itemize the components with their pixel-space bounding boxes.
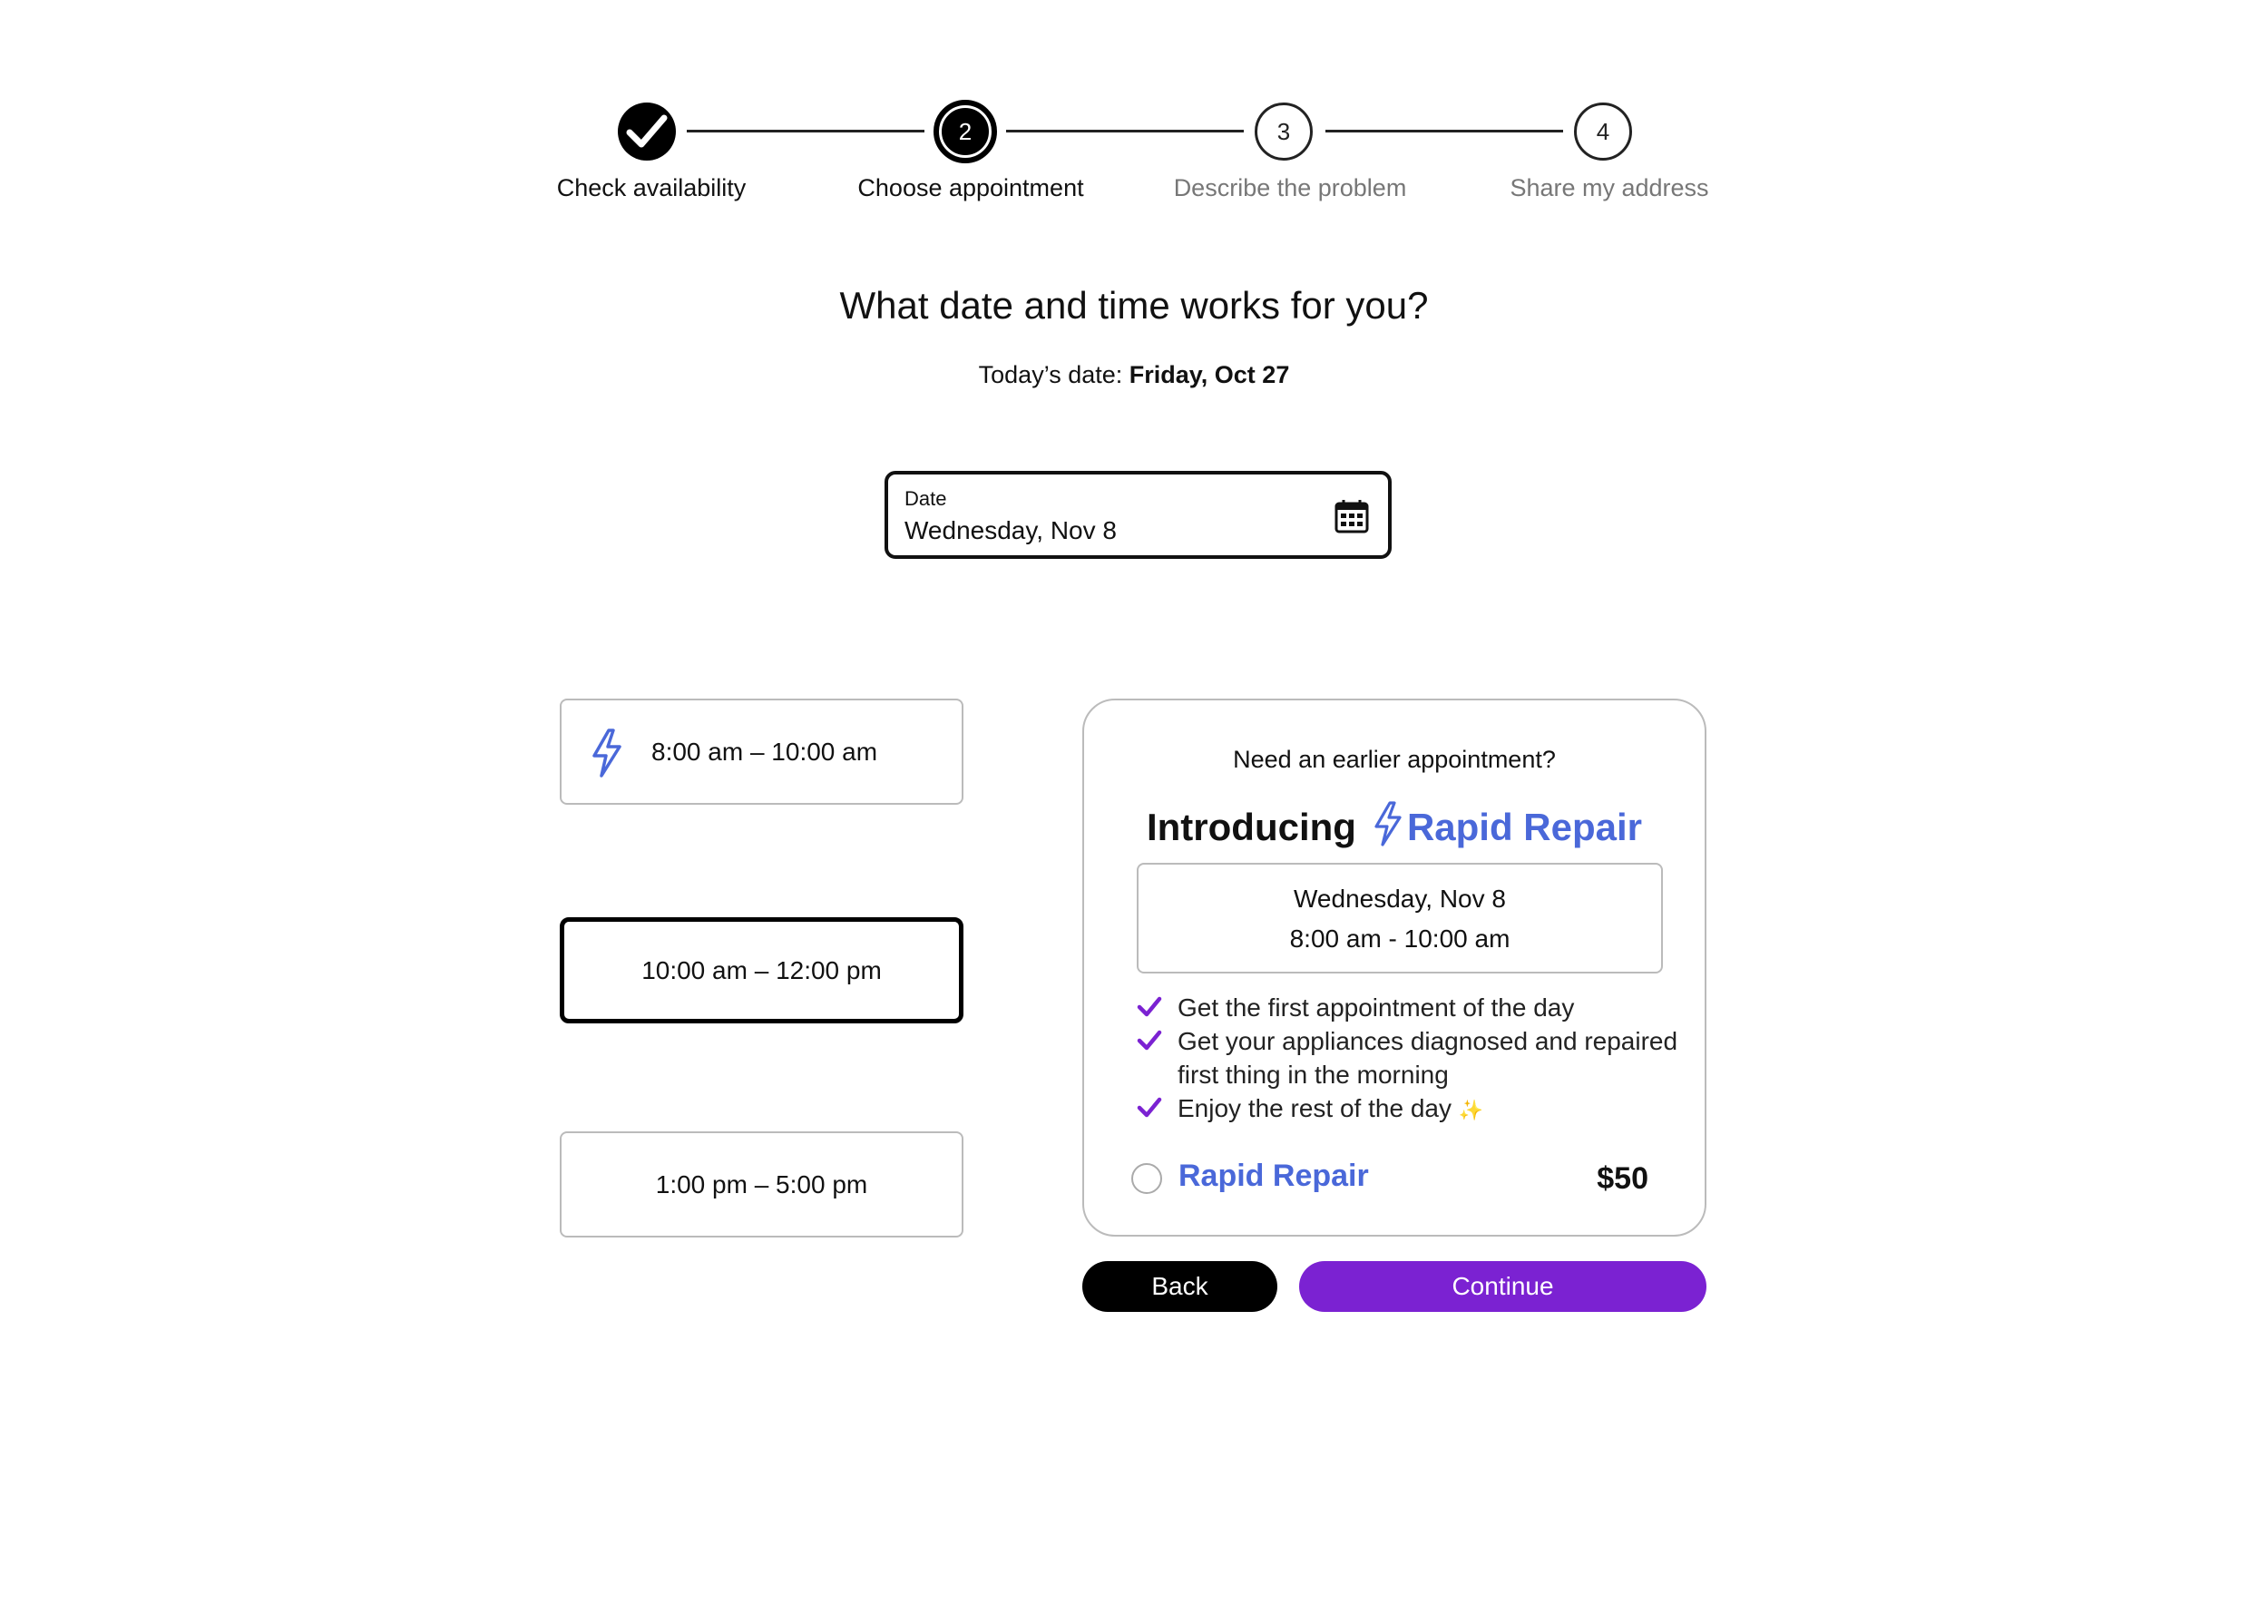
- promo-question: Need an earlier appointment?: [1233, 746, 1556, 773]
- step-label-choose-appointment: Choose appointment: [857, 174, 1084, 201]
- benefit-item: [1137, 1024, 1690, 1091]
- step-connector: [687, 130, 924, 132]
- benefit-item: [1137, 1091, 1690, 1127]
- promo-slot-time: 8:00 am - 10:00 am: [1289, 925, 1510, 953]
- step-4-upcoming: 4: [1574, 103, 1632, 161]
- todays-date-value: Friday, Oct 27: [1129, 361, 1290, 388]
- promo-heading: [1084, 800, 1705, 849]
- step-label-check-availability: Check availability: [556, 174, 747, 201]
- step-connector: [1325, 130, 1563, 132]
- promo-slot-date: Wednesday, Nov 8: [1294, 885, 1506, 913]
- rapid-repair-radio[interactable]: [1131, 1163, 1162, 1194]
- purple-check-icon: [1137, 996, 1162, 1018]
- back-button[interactable]: Back: [1082, 1261, 1277, 1312]
- time-slot-label: 8:00 am – 10:00 am: [651, 737, 878, 766]
- benefit-text: Get the first appointment of the day: [1178, 993, 1575, 1022]
- date-field-value: Wednesday, Nov 8: [904, 516, 1117, 544]
- todays-date: [0, 361, 2268, 389]
- time-slot-label: 1:00 pm – 5:00 pm: [655, 1169, 868, 1198]
- rapid-repair-promo-card: [1082, 699, 1706, 1237]
- promo-benefits-list: [1137, 991, 1690, 1127]
- promo-intro: Introducing: [1146, 806, 1356, 848]
- lightning-bolt-icon: [1373, 800, 1403, 847]
- purple-check-icon: [1137, 1030, 1162, 1052]
- step-connector: [1006, 130, 1244, 132]
- purple-check-icon: [1137, 1097, 1162, 1119]
- page-title: What date and time works for you?: [839, 284, 1429, 327]
- rapid-repair-price: $50: [1597, 1161, 1648, 1196]
- benefit-text: Get your appliances diagnosed and repaired first thing in the morning: [1178, 1027, 1678, 1089]
- step-label-share-address: Share my address: [1510, 174, 1709, 201]
- step-label-describe-problem: Describe the problem: [1173, 174, 1407, 201]
- time-slot-10am-12pm[interactable]: [560, 917, 963, 1023]
- promo-brand: Rapid Repair: [1406, 806, 1643, 848]
- date-picker-field[interactable]: [885, 471, 1392, 559]
- calendar-icon[interactable]: [1334, 498, 1370, 534]
- todays-date-prefix: Today’s date:: [978, 361, 1129, 388]
- continue-button[interactable]: Continue: [1299, 1261, 1706, 1312]
- checkmark-icon: [626, 113, 668, 150]
- benefit-item: [1137, 991, 1690, 1024]
- step-number: 2: [939, 105, 992, 158]
- time-slot-8am-10am[interactable]: [560, 699, 963, 805]
- progress-stepper: [0, 0, 2268, 218]
- step-1-complete-check-icon: [618, 103, 676, 161]
- sparkle-icon: ✨: [1458, 1099, 1484, 1121]
- promo-slot-box: [1137, 863, 1663, 973]
- step-3-upcoming: 3: [1255, 103, 1313, 161]
- rapid-repair-option-label[interactable]: Rapid Repair: [1178, 1159, 1369, 1193]
- time-slot-label: 10:00 am – 12:00 pm: [641, 955, 882, 984]
- date-field-label: Date: [904, 487, 947, 510]
- lightning-bolt-icon: [589, 728, 625, 778]
- step-2-current: [934, 100, 997, 163]
- time-slot-1pm-5pm[interactable]: [560, 1131, 963, 1238]
- benefit-text: Enjoy the rest of the day: [1178, 1094, 1452, 1122]
